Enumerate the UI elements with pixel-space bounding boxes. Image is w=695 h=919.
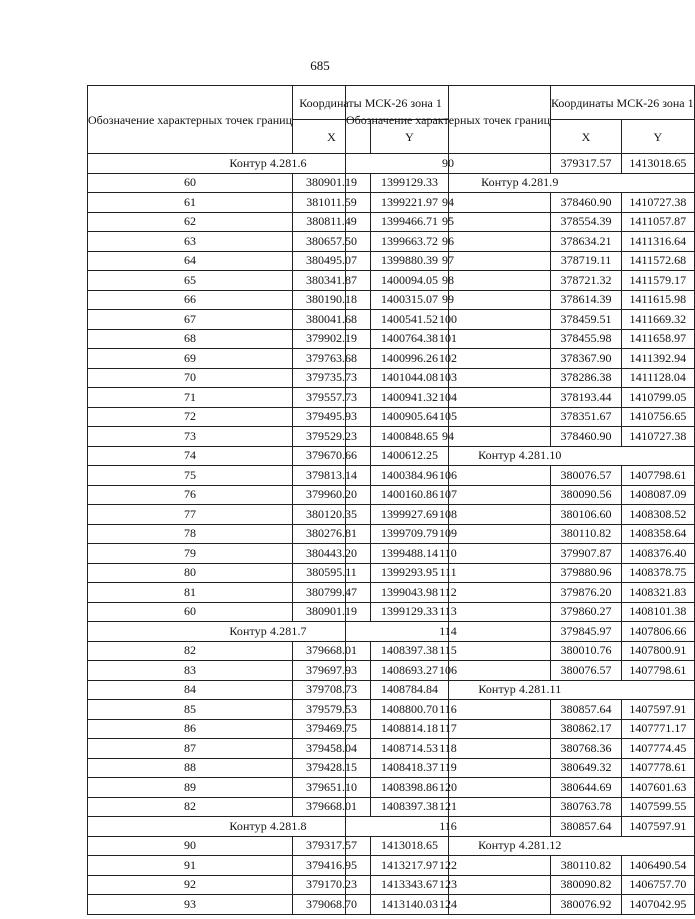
x-coordinate-cell: 379170.23 (293, 875, 371, 895)
y-coordinate-cell: 1400384.96 (371, 466, 449, 486)
point-number-cell: 60 (88, 602, 293, 622)
table-row (346, 368, 695, 388)
y-coordinate-cell: 1399488.14 (371, 544, 449, 564)
table-row (346, 719, 695, 739)
point-number-cell: 88 (88, 758, 293, 778)
point-number-cell: 82 (88, 641, 293, 661)
point-number-cell: 122 (346, 856, 551, 876)
x-coordinate-cell: 379651.10 (293, 778, 371, 798)
y-coordinate-cell: 1407774.45 (622, 739, 695, 759)
point-number-cell: 116 (346, 817, 551, 837)
point-number-cell: 94 (346, 427, 551, 447)
point-number-cell: 99 (346, 290, 551, 310)
y-coordinate-cell: 1399293.95 (371, 563, 449, 583)
x-coordinate-cell: 379763.68 (293, 349, 371, 369)
x-coordinate-cell: 381011.59 (293, 193, 371, 213)
y-coordinate-cell: 1413018.65 (622, 154, 695, 174)
point-number-cell: 105 (346, 407, 551, 427)
point-number-cell: 113 (346, 602, 551, 622)
coordinate-system-header: Координаты МСК-26 зона 1 (293, 86, 449, 120)
x-coordinate-cell: 380076.92 (551, 895, 622, 915)
table-row (346, 524, 695, 544)
y-coordinate-cell: 1400996.26 (371, 349, 449, 369)
point-number-cell: 61 (88, 193, 293, 213)
point-number-cell: 76 (88, 485, 293, 505)
point-number-cell: 75 (88, 466, 293, 486)
y-coordinate-cell: 1401044.08 (371, 368, 449, 388)
point-number-cell: 65 (88, 271, 293, 291)
y-coordinate-cell: 1413018.65 (371, 836, 449, 856)
x-coordinate-cell: 379670.66 (293, 446, 371, 466)
point-number-cell: 121 (346, 797, 551, 817)
x-coordinate-cell: 380857.64 (551, 817, 622, 837)
y-coordinate-cell: 1407806.66 (622, 622, 695, 642)
x-coordinate-cell: 379529.23 (293, 427, 371, 447)
y-coordinate-cell: 1407800.91 (622, 641, 695, 661)
x-coordinate-cell: 379668.01 (293, 797, 371, 817)
point-number-cell: 92 (88, 875, 293, 895)
y-coordinate-cell: 1399927.69 (371, 505, 449, 525)
x-coordinate-cell: 379668.01 (293, 641, 371, 661)
y-coordinate-cell: 1407798.61 (622, 661, 695, 681)
point-number-cell: 106 (346, 466, 551, 486)
table-row (346, 271, 695, 291)
y-coordinate-cell: 1407771.17 (622, 719, 695, 739)
x-coordinate-cell: 378614.39 (551, 290, 622, 310)
point-number-cell: 120 (346, 778, 551, 798)
x-coordinate-cell: 380763.78 (551, 797, 622, 817)
point-number-cell: 94 (346, 193, 551, 213)
x-coordinate-cell: 379845.97 (551, 622, 622, 642)
x-coordinate-cell: 379495.93 (293, 407, 371, 427)
point-number-cell: 77 (88, 505, 293, 525)
x-coordinate-cell: 379317.57 (293, 836, 371, 856)
point-number-cell: 60 (88, 173, 293, 193)
table-row (346, 797, 695, 817)
y-coordinate-cell: 1408321.83 (622, 583, 695, 603)
x-coordinate-cell: 380106.60 (551, 505, 622, 525)
point-number-cell: 102 (346, 349, 551, 369)
contour-label: Контур 4.281.12 (346, 836, 695, 856)
x-coordinate-cell: 380644.69 (551, 778, 622, 798)
y-coordinate-cell: 1399663.72 (371, 232, 449, 252)
point-number-cell: 108 (346, 505, 551, 525)
y-coordinate-cell: 1408101.38 (622, 602, 695, 622)
y-coordinate-cell: 1399043.98 (371, 583, 449, 603)
x-coordinate-cell: 380862.17 (551, 719, 622, 739)
x-coordinate-cell: 380495.07 (293, 251, 371, 271)
table-row (346, 329, 695, 349)
x-coordinate-cell: 378286.38 (551, 368, 622, 388)
point-number-cell: 123 (346, 875, 551, 895)
contour-header-row (346, 173, 695, 193)
x-coordinate-cell: 379416.95 (293, 856, 371, 876)
x-coordinate-cell: 379579.53 (293, 700, 371, 720)
table-row (346, 641, 695, 661)
table-row (346, 349, 695, 369)
y-coordinate-cell: 1408087.09 (622, 485, 695, 505)
table-row (346, 583, 695, 603)
table-row (346, 407, 695, 427)
x-coordinate-cell: 378634.21 (551, 232, 622, 252)
coordinates-table-right (345, 85, 695, 915)
y-coordinate-cell: 1408358.64 (622, 524, 695, 544)
x-coordinate-cell: 380076.57 (551, 466, 622, 486)
y-coordinate-cell: 1410727.38 (622, 427, 695, 447)
x-coordinate-cell: 380443.20 (293, 544, 371, 564)
y-coordinate-cell: 1411572.68 (622, 251, 695, 271)
point-number-cell: 91 (88, 856, 293, 876)
table-row (346, 310, 695, 330)
point-number-cell: 119 (346, 758, 551, 778)
y-coordinate-cell: 1408814.18 (371, 719, 449, 739)
point-number-cell: 84 (88, 680, 293, 700)
x-coordinate-cell: 380010.76 (551, 641, 622, 661)
point-number-cell: 106 (346, 661, 551, 681)
table-row (346, 232, 695, 252)
coordinate-system-header: Координаты МСК-26 зона 1 (551, 86, 695, 120)
table-row (346, 778, 695, 798)
point-number-cell: 85 (88, 700, 293, 720)
x-coordinate-cell: 379960.20 (293, 485, 371, 505)
point-number-cell: 103 (346, 368, 551, 388)
point-number-cell: 98 (346, 271, 551, 291)
y-coordinate-cell: 1408714.53 (371, 739, 449, 759)
points-header: Обозначение характерных точек границ (88, 86, 293, 154)
point-number-cell: 67 (88, 310, 293, 330)
x-coordinate-cell: 379428.15 (293, 758, 371, 778)
point-number-cell: 80 (88, 563, 293, 583)
x-coordinate-cell: 379880.96 (551, 563, 622, 583)
table-row (346, 622, 695, 642)
x-coordinate-cell: 378455.98 (551, 329, 622, 349)
x-coordinate-cell: 379458.04 (293, 739, 371, 759)
y-coordinate-cell: 1408418.37 (371, 758, 449, 778)
y-coordinate-cell: 1411658.97 (622, 329, 695, 349)
y-column-header: Y (622, 120, 695, 154)
x-coordinate-cell: 378721.32 (551, 271, 622, 291)
x-coordinate-cell: 378460.90 (551, 427, 622, 447)
x-coordinate-cell: 380090.82 (551, 875, 622, 895)
y-coordinate-cell: 1400315.07 (371, 290, 449, 310)
y-coordinate-cell: 1399129.33 (371, 173, 449, 193)
x-coordinate-cell: 380811.49 (293, 212, 371, 232)
x-coordinate-cell: 379317.57 (551, 154, 622, 174)
x-coordinate-cell: 378719.11 (551, 251, 622, 271)
y-coordinate-cell: 1410727.38 (622, 193, 695, 213)
x-coordinate-cell: 380110.82 (551, 856, 622, 876)
y-coordinate-cell: 1413343.67 (371, 875, 449, 895)
point-number-cell: 100 (346, 310, 551, 330)
x-coordinate-cell: 380768.36 (551, 739, 622, 759)
point-number-cell: 110 (346, 544, 551, 564)
y-coordinate-cell: 1407597.91 (622, 700, 695, 720)
contour-header-row (346, 836, 695, 856)
y-coordinate-cell: 1407601.63 (622, 778, 695, 798)
point-number-cell: 114 (346, 622, 551, 642)
table-row (346, 466, 695, 486)
table-row (346, 427, 695, 447)
table-row (346, 563, 695, 583)
y-coordinate-cell: 1410799.05 (622, 388, 695, 408)
y-coordinate-cell: 1407798.61 (622, 466, 695, 486)
point-number-cell: 72 (88, 407, 293, 427)
y-coordinate-cell: 1408398.86 (371, 778, 449, 798)
table-row (346, 758, 695, 778)
point-number-cell: 90 (346, 154, 551, 174)
x-coordinate-cell: 378367.90 (551, 349, 622, 369)
x-coordinate-cell: 380090.56 (551, 485, 622, 505)
table-row (346, 251, 695, 271)
point-number-cell: 83 (88, 661, 293, 681)
point-number-cell: 69 (88, 349, 293, 369)
table-row (346, 505, 695, 525)
x-coordinate-cell: 378459.51 (551, 310, 622, 330)
x-coordinate-cell: 380341.87 (293, 271, 371, 291)
point-number-cell: 73 (88, 427, 293, 447)
table-row (346, 875, 695, 895)
x-coordinate-cell: 380276.81 (293, 524, 371, 544)
point-number-cell: 109 (346, 524, 551, 544)
y-coordinate-cell: 1413140.03 (371, 895, 449, 915)
contour-label: Контур 4.281.7 (88, 622, 449, 642)
point-number-cell: 62 (88, 212, 293, 232)
contour-header-row (346, 680, 695, 700)
contour-label: Контур 4.281.10 (346, 446, 695, 466)
x-column-header: X (551, 120, 622, 154)
y-coordinate-cell: 1407599.55 (622, 797, 695, 817)
y-coordinate-cell: 1411615.98 (622, 290, 695, 310)
point-number-cell: 87 (88, 739, 293, 759)
table-row (346, 739, 695, 759)
x-coordinate-cell: 380799.47 (293, 583, 371, 603)
contour-label: Контур 4.281.9 (346, 173, 695, 193)
point-number-cell: 107 (346, 485, 551, 505)
y-coordinate-cell: 1407778.61 (622, 758, 695, 778)
point-number-cell: 93 (88, 895, 293, 915)
table-row (346, 700, 695, 720)
y-coordinate-cell: 1399221.97 (371, 193, 449, 213)
y-coordinate-cell: 1411392.94 (622, 349, 695, 369)
x-coordinate-cell: 378554.39 (551, 212, 622, 232)
x-coordinate-cell: 379557.73 (293, 388, 371, 408)
y-coordinate-cell: 1413217.97 (371, 856, 449, 876)
table-row (346, 856, 695, 876)
x-coordinate-cell: 380901.19 (293, 173, 371, 193)
table-row (346, 661, 695, 681)
y-coordinate-cell: 1400764.38 (371, 329, 449, 349)
point-number-cell: 111 (346, 563, 551, 583)
y-coordinate-cell: 1408397.38 (371, 641, 449, 661)
x-coordinate-cell: 380901.19 (293, 602, 371, 622)
x-coordinate-cell: 379907.87 (551, 544, 622, 564)
table-body (346, 154, 695, 915)
table-row (346, 290, 695, 310)
table-row (346, 817, 695, 837)
point-number-cell: 90 (88, 836, 293, 856)
points-header: Обозначение характерных точек границ (346, 86, 551, 154)
y-column-header: Y (371, 120, 449, 154)
y-coordinate-cell: 1411579.17 (622, 271, 695, 291)
x-coordinate-cell: 380076.57 (551, 661, 622, 681)
y-coordinate-cell: 1400941.32 (371, 388, 449, 408)
point-number-cell: 71 (88, 388, 293, 408)
x-coordinate-cell: 380649.32 (551, 758, 622, 778)
page-number: 685 (310, 58, 330, 73)
x-coordinate-cell: 379876.20 (551, 583, 622, 603)
point-number-cell: 68 (88, 329, 293, 349)
x-coordinate-cell: 380857.64 (551, 700, 622, 720)
y-coordinate-cell: 1406490.54 (622, 856, 695, 876)
x-coordinate-cell: 380190.18 (293, 290, 371, 310)
y-coordinate-cell: 1400848.65 (371, 427, 449, 447)
point-number-cell: 63 (88, 232, 293, 252)
y-coordinate-cell: 1400541.52 (371, 310, 449, 330)
x-coordinate-cell: 379813.14 (293, 466, 371, 486)
x-coordinate-cell: 379735.73 (293, 368, 371, 388)
point-number-cell: 74 (88, 446, 293, 466)
y-coordinate-cell: 1399709.79 (371, 524, 449, 544)
table-row (346, 602, 695, 622)
x-column-header: X (293, 120, 371, 154)
contour-header-row (346, 446, 695, 466)
x-coordinate-cell: 379068.70 (293, 895, 371, 915)
table-row (346, 485, 695, 505)
y-coordinate-cell: 1399129.33 (371, 602, 449, 622)
contour-label: Контур 4.281.8 (88, 817, 449, 837)
y-coordinate-cell: 1408693.27 (371, 661, 449, 681)
point-number-cell: 81 (88, 583, 293, 603)
y-coordinate-cell: 1399466.71 (371, 212, 449, 232)
y-coordinate-cell: 1408397.38 (371, 797, 449, 817)
point-number-cell: 86 (88, 719, 293, 739)
y-coordinate-cell: 1408378.75 (622, 563, 695, 583)
point-number-cell: 70 (88, 368, 293, 388)
x-coordinate-cell: 380120.35 (293, 505, 371, 525)
x-coordinate-cell: 380110.82 (551, 524, 622, 544)
point-number-cell: 101 (346, 329, 551, 349)
point-number-cell: 124 (346, 895, 551, 915)
x-coordinate-cell: 379902.19 (293, 329, 371, 349)
y-coordinate-cell: 1411057.87 (622, 212, 695, 232)
table-row (346, 154, 695, 174)
point-number-cell: 89 (88, 778, 293, 798)
x-coordinate-cell: 380041.68 (293, 310, 371, 330)
point-number-cell: 66 (88, 290, 293, 310)
table-row (346, 388, 695, 408)
x-coordinate-cell: 379469.75 (293, 719, 371, 739)
x-coordinate-cell: 379697.93 (293, 661, 371, 681)
x-coordinate-cell: 378351.67 (551, 407, 622, 427)
y-coordinate-cell: 1400612.25 (371, 446, 449, 466)
point-number-cell: 96 (346, 232, 551, 252)
y-coordinate-cell: 1400094.05 (371, 271, 449, 291)
point-number-cell: 95 (346, 212, 551, 232)
y-coordinate-cell: 1399880.39 (371, 251, 449, 271)
table-row (346, 544, 695, 564)
point-number-cell: 82 (88, 797, 293, 817)
point-number-cell: 118 (346, 739, 551, 759)
x-coordinate-cell: 380657.50 (293, 232, 371, 252)
y-coordinate-cell: 1406757.70 (622, 875, 695, 895)
x-coordinate-cell: 379860.27 (551, 602, 622, 622)
point-number-cell: 117 (346, 719, 551, 739)
point-number-cell: 79 (88, 544, 293, 564)
y-coordinate-cell: 1408308.52 (622, 505, 695, 525)
y-coordinate-cell: 1410756.65 (622, 407, 695, 427)
x-coordinate-cell: 378193.44 (551, 388, 622, 408)
point-number-cell: 115 (346, 641, 551, 661)
y-coordinate-cell: 1408784.84 (371, 680, 449, 700)
y-coordinate-cell: 1411128.04 (622, 368, 695, 388)
table-row (346, 193, 695, 213)
point-number-cell: 116 (346, 700, 551, 720)
point-number-cell: 112 (346, 583, 551, 603)
y-coordinate-cell: 1411316.64 (622, 232, 695, 252)
point-number-cell: 104 (346, 388, 551, 408)
y-coordinate-cell: 1411669.32 (622, 310, 695, 330)
table-row (346, 212, 695, 232)
contour-label: Контур 4.281.6 (88, 154, 449, 174)
point-number-cell: 78 (88, 524, 293, 544)
contour-label: Контур 4.281.11 (346, 680, 695, 700)
point-number-cell: 97 (346, 251, 551, 271)
point-number-cell: 64 (88, 251, 293, 271)
table-row (346, 895, 695, 915)
y-coordinate-cell: 1408800.70 (371, 700, 449, 720)
y-coordinate-cell: 1407597.91 (622, 817, 695, 837)
y-coordinate-cell: 1408376.40 (622, 544, 695, 564)
x-coordinate-cell: 379708.73 (293, 680, 371, 700)
x-coordinate-cell: 380595.11 (293, 563, 371, 583)
y-coordinate-cell: 1400160.86 (371, 485, 449, 505)
y-coordinate-cell: 1407042.95 (622, 895, 695, 915)
y-coordinate-cell: 1400905.64 (371, 407, 449, 427)
x-coordinate-cell: 378460.90 (551, 193, 622, 213)
